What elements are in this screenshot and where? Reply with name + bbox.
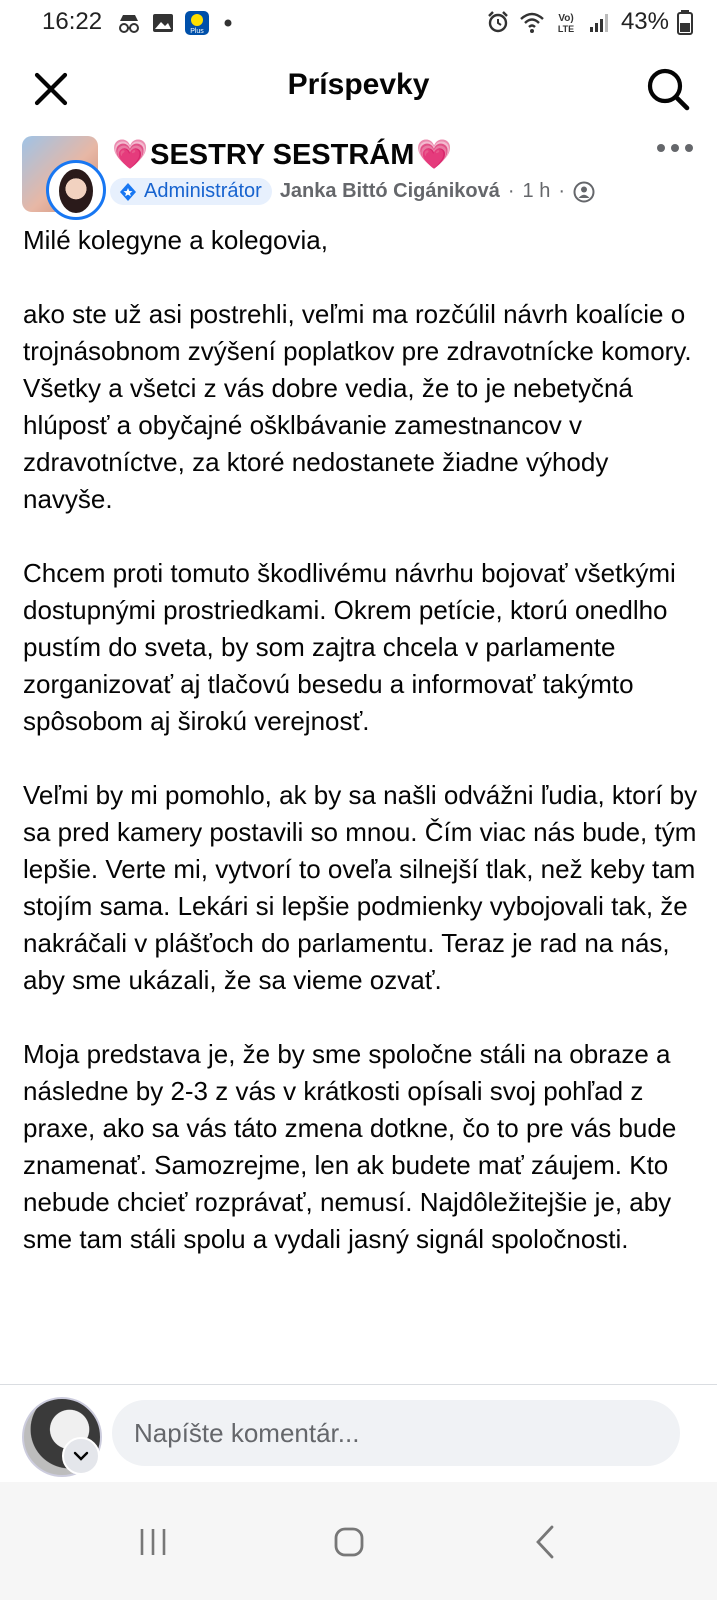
status-right-icons bbox=[485, 8, 693, 36]
chevron-down-icon bbox=[72, 1447, 90, 1465]
svg-text:LTE: LTE bbox=[557, 24, 575, 34]
heart-emoji-left: 💗 bbox=[112, 139, 149, 171]
more-options-icon[interactable] bbox=[657, 144, 697, 158]
post-meta bbox=[110, 178, 595, 205]
volte-icon bbox=[553, 9, 579, 35]
heart-emoji-right: 💗 bbox=[416, 139, 453, 171]
post-paragraph: Chcem proti tomuto škodlivému návrhu bojovať všetkými dostupnými prostriedkami. Okrem petície, ktorú onedlho pustím do sveta, by som zajtra chcela v parlamente zorganizovať aj tlačovú besedu a informovať takýmto spôsobom aj širokú verejnosť. bbox=[23, 558, 676, 736]
wifi-icon bbox=[519, 9, 545, 35]
group-name-text[interactable]: SESTRY SESTRÁM bbox=[150, 138, 415, 171]
svg-text:Vo): Vo) bbox=[558, 13, 574, 24]
search-icon[interactable] bbox=[645, 66, 691, 112]
profile-switch-button[interactable] bbox=[62, 1437, 100, 1475]
post-paragraph: ako ste už asi postrehli, veľmi ma rozčúlil návrh koalície o trojnásobnom zvýšení poplatkov pre zdravotnícke komory. Všetky a všetci z vás dobre vedia, že to je nebetyčná hlúposť a obyčajné ošklbávanie zamestnancov v zdravotníctve, za ktoré nedostanete žiadne výhody navyše. bbox=[23, 299, 692, 514]
status-left-icons bbox=[116, 10, 244, 36]
comment-bar bbox=[0, 1384, 717, 1483]
top-app-bar bbox=[0, 48, 717, 128]
admin-badge-label: Administrátor bbox=[144, 180, 262, 202]
gallery-icon bbox=[150, 10, 176, 36]
battery-icon bbox=[677, 9, 693, 35]
author-avatar[interactable] bbox=[46, 160, 106, 220]
notification-dot-icon bbox=[218, 10, 244, 36]
alarm-icon bbox=[485, 9, 511, 35]
admin-badge[interactable] bbox=[110, 178, 272, 205]
svg-text:Plus: Plus bbox=[190, 28, 204, 35]
back-icon[interactable] bbox=[516, 1512, 576, 1572]
author-name[interactable]: Janka Bittó Cigániková bbox=[279, 180, 500, 202]
recent-apps-icon[interactable] bbox=[123, 1512, 183, 1572]
admin-shield-icon bbox=[118, 182, 138, 202]
meta-separator-2: · bbox=[558, 180, 566, 202]
lidl-plus-icon bbox=[184, 10, 210, 36]
post-paragraph: Veľmi by mi pomohlo, ak by sa našli odvážni ľudia, ktorí by sa pred kamery postavili so mnou. Čím viac nás bude, tým lepšie. Verte mi, vytvorí to oveľa silnejší tlak, než keby tam stojím sama. Lekári si lepšie podmienky vybojovali tak, že nakráčali v plášťoch do parlamentu. Teraz je rad na nás, aby sme ukázali, že sa vieme ozvať. bbox=[23, 780, 698, 995]
post-time[interactable]: 1 h bbox=[522, 180, 551, 202]
system-nav-bar bbox=[0, 1482, 717, 1600]
home-icon[interactable] bbox=[319, 1512, 379, 1572]
status-bar bbox=[0, 0, 717, 48]
battery-percent: 43% bbox=[620, 8, 669, 35]
status-time: 16:22 bbox=[42, 8, 103, 35]
comment-input[interactable] bbox=[112, 1400, 680, 1466]
post-paragraph: Moja predstava je, že by sme spoločne stáli na obraze a následne by 2-3 z vás v krátkosti opísali svoj pohľad z praxe, ako sa vás táto zmena dotkne, čo to pre vás bude znamenať. Samozrejme, len ak budete mať záujem. Kto nebude chcieť rozprávať, nemusí. Najdôležitejšie je, aby sme tam stáli spolu a vydali jasný signál spoločnosti. bbox=[23, 1039, 677, 1254]
meta-separator: · bbox=[507, 180, 515, 202]
signal-icon bbox=[587, 9, 613, 35]
members-privacy-icon bbox=[573, 181, 595, 203]
post-body bbox=[23, 222, 703, 1295]
incognito-icon bbox=[116, 10, 142, 36]
post-avatar[interactable] bbox=[22, 136, 102, 216]
post-paragraph: Milé kolegyne a kolegovia, bbox=[23, 225, 328, 255]
page-title: Príspevky bbox=[287, 68, 430, 101]
group-name[interactable] bbox=[112, 138, 453, 172]
